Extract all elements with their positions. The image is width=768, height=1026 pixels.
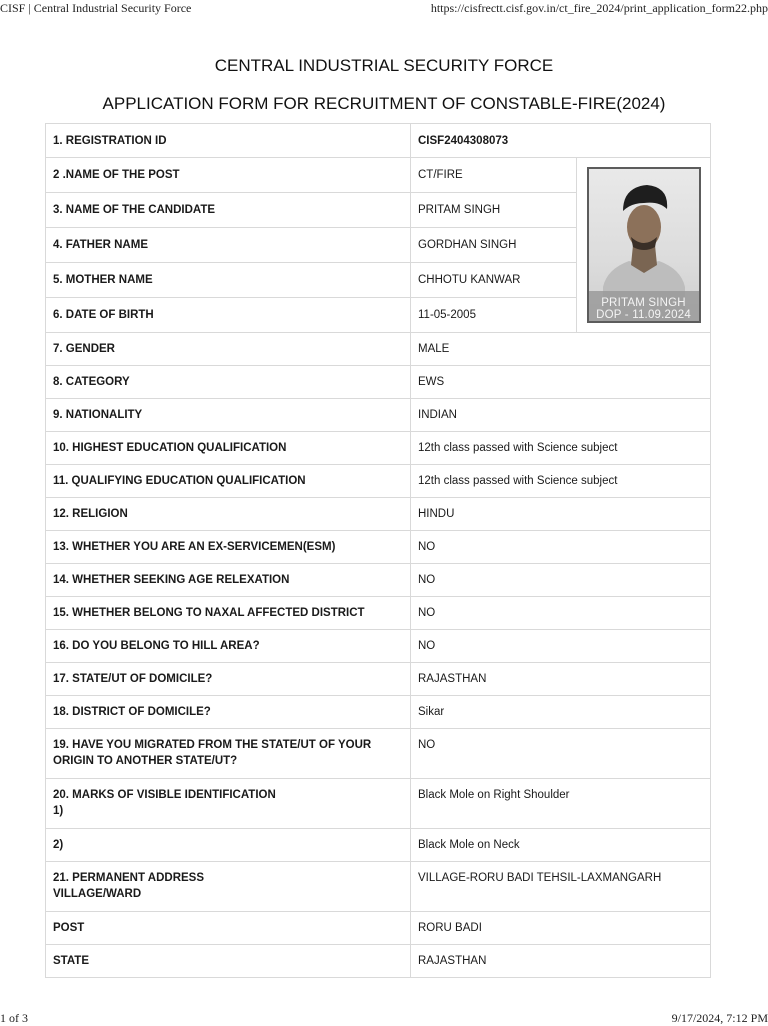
field-value: CT/FIRE bbox=[411, 158, 577, 193]
print-timestamp: 9/17/2024, 7:12 PM bbox=[671, 1011, 768, 1025]
field-value: Black Mole on Neck bbox=[411, 829, 711, 862]
field-label: 3. NAME OF THE CANDIDATE bbox=[46, 193, 411, 228]
page-count: 1 of 3 bbox=[0, 1011, 28, 1025]
field-label: 5. MOTHER NAME bbox=[46, 263, 411, 298]
field-value: CHHOTU KANWAR bbox=[411, 263, 577, 298]
field-label bbox=[46, 862, 411, 912]
field-value: EWS bbox=[411, 366, 711, 399]
field-label: 9. NATIONALITY bbox=[46, 399, 411, 432]
photo-cell bbox=[577, 158, 711, 333]
table-row bbox=[46, 663, 711, 696]
field-label bbox=[46, 779, 411, 829]
browser-page-title: CISF | Central Industrial Security Force bbox=[0, 1, 192, 15]
field-label: 17. STATE/UT OF DOMICILE? bbox=[46, 663, 411, 696]
table-row bbox=[46, 945, 711, 978]
field-value: Black Mole on Right Shoulder bbox=[411, 779, 711, 829]
field-value: Sikar bbox=[411, 696, 711, 729]
table-row bbox=[46, 333, 711, 366]
field-label: 11. QUALIFYING EDUCATION QUALIFICATION bbox=[46, 465, 411, 498]
table-row bbox=[46, 432, 711, 465]
field-label: 2 .NAME OF THE POST bbox=[46, 158, 411, 193]
table-row bbox=[46, 862, 711, 912]
field-value: 11-05-2005 bbox=[411, 298, 577, 333]
table-row bbox=[46, 366, 711, 399]
table-row bbox=[46, 465, 711, 498]
table-row bbox=[46, 124, 711, 158]
field-label: 12. RELIGION bbox=[46, 498, 411, 531]
field-value: PRITAM SINGH bbox=[411, 193, 577, 228]
field-label: 19. HAVE YOU MIGRATED FROM THE STATE/UT OF YOUR ORIGIN TO ANOTHER STATE/UT? bbox=[46, 729, 411, 779]
table-row bbox=[46, 729, 711, 779]
field-label: 10. HIGHEST EDUCATION QUALIFICATION bbox=[46, 432, 411, 465]
field-value: VILLAGE-RORU BADI TEHSIL-LAXMANGARH bbox=[411, 862, 711, 912]
field-label: 7. GENDER bbox=[46, 333, 411, 366]
table-row bbox=[46, 498, 711, 531]
table-row bbox=[46, 912, 711, 945]
form-title: APPLICATION FORM FOR RECRUITMENT OF CONSTABLE-FIRE(2024) bbox=[102, 94, 666, 113]
field-value: NO bbox=[411, 597, 711, 630]
registration-id-value: CISF2404308073 bbox=[411, 124, 711, 158]
org-title: CENTRAL INDUSTRIAL SECURITY FORCE bbox=[214, 56, 554, 75]
field-value: RAJASTHAN bbox=[411, 945, 711, 978]
field-value: 12th class passed with Science subject bbox=[411, 432, 711, 465]
field-label: POST bbox=[46, 912, 411, 945]
field-label: 15. WHETHER BELONG TO NAXAL AFFECTED DISTRICT bbox=[46, 597, 411, 630]
field-label: 16. DO YOU BELONG TO HILL AREA? bbox=[46, 630, 411, 663]
table-row bbox=[46, 630, 711, 663]
application-form-table bbox=[45, 123, 711, 978]
field-label: 18. DISTRICT OF DOMICILE? bbox=[46, 696, 411, 729]
field-label: 13. WHETHER YOU ARE AN EX-SERVICEMEN(ESM) bbox=[46, 531, 411, 564]
field-label-line2: 1) bbox=[53, 805, 64, 817]
field-label-line1: 20. MARKS OF VISIBLE IDENTIFICATION bbox=[53, 789, 276, 801]
candidate-photo bbox=[587, 167, 701, 323]
field-label: 6. DATE OF BIRTH bbox=[46, 298, 411, 333]
field-value: RAJASTHAN bbox=[411, 663, 711, 696]
table-row bbox=[46, 399, 711, 432]
photo-caption bbox=[589, 297, 699, 321]
field-value: NO bbox=[411, 531, 711, 564]
field-label: 1. REGISTRATION ID bbox=[46, 124, 411, 158]
field-label: 2) bbox=[46, 829, 411, 862]
table-row bbox=[46, 597, 711, 630]
photo-name-caption: PRITAM SINGH bbox=[601, 297, 686, 309]
table-row bbox=[46, 779, 711, 829]
field-label: 4. FATHER NAME bbox=[46, 228, 411, 263]
field-value: INDIAN bbox=[411, 399, 711, 432]
field-value: NO bbox=[411, 729, 711, 779]
field-label: 8. CATEGORY bbox=[46, 366, 411, 399]
field-label: 14. WHETHER SEEKING AGE RELEXATION bbox=[46, 564, 411, 597]
field-value: HINDU bbox=[411, 498, 711, 531]
photo-date-caption: DOP - 11.09.2024 bbox=[596, 309, 691, 321]
field-label-line1: 21. PERMANENT ADDRESS bbox=[53, 872, 205, 884]
table-row bbox=[46, 158, 711, 193]
table-row bbox=[46, 564, 711, 597]
field-value: RORU BADI bbox=[411, 912, 711, 945]
field-label: STATE bbox=[46, 945, 411, 978]
browser-url: https://cisfrectt.cisf.gov.in/ct_fire_2024/print_application_form22.php bbox=[430, 1, 768, 15]
field-label-line2: VILLAGE/WARD bbox=[53, 888, 142, 900]
field-value: NO bbox=[411, 564, 711, 597]
table-row bbox=[46, 531, 711, 564]
field-value: 12th class passed with Science subject bbox=[411, 465, 711, 498]
field-value: GORDHAN SINGH bbox=[411, 228, 577, 263]
table-row bbox=[46, 696, 711, 729]
field-value: MALE bbox=[411, 333, 711, 366]
table-row bbox=[46, 829, 711, 862]
field-value: NO bbox=[411, 630, 711, 663]
